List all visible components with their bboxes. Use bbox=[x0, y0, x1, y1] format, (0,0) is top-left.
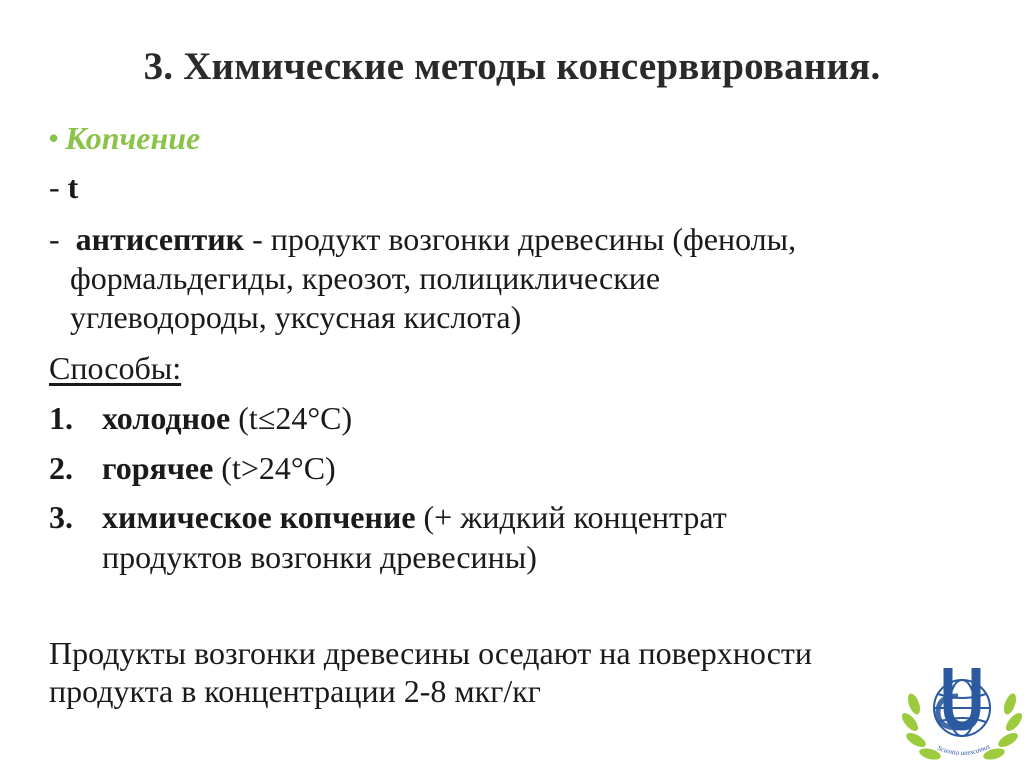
antiseptic-term: антисептик bbox=[75, 221, 245, 257]
section-heading bbox=[48, 118, 200, 158]
method-name: горячее bbox=[102, 450, 214, 486]
method-detail: (+ жидкий концентрат bbox=[415, 499, 727, 535]
method-name: химическое копчение bbox=[102, 499, 416, 535]
antiseptic-desc-3: углеводороды, уксусная кислота) bbox=[70, 299, 522, 335]
antiseptic-line bbox=[49, 219, 796, 259]
logo-motto: Scientia unescamus bbox=[936, 742, 992, 758]
slide-title: 3. Химические методы консервирования. bbox=[143, 45, 881, 88]
antiseptic-desc-1: - продукт возгонки древесины (фенолы, bbox=[244, 221, 797, 257]
method-item-chemical bbox=[102, 497, 727, 537]
conclusion-line-2: продукта в концентрации 2-8 мкг/кг bbox=[49, 673, 541, 709]
factor-t-label: t bbox=[67, 169, 79, 205]
university-logo bbox=[900, 660, 1024, 767]
method-detail: (t>24°C) bbox=[213, 450, 336, 486]
method-number: 1. bbox=[49, 400, 73, 436]
bullet-icon: • bbox=[48, 120, 60, 156]
section-heading-text: Копчение bbox=[65, 120, 201, 156]
dash: - bbox=[49, 221, 60, 257]
method-item-hot bbox=[102, 448, 336, 488]
methods-heading: Способы: bbox=[49, 350, 182, 386]
method-detail: (t≤24°C) bbox=[230, 400, 353, 436]
dash: - bbox=[49, 169, 60, 205]
method-item-cold bbox=[102, 398, 352, 438]
method-number: 2. bbox=[49, 450, 73, 486]
method-number: 3. bbox=[49, 499, 73, 535]
antiseptic-desc-2: формальдегиды, креозот, полициклические bbox=[70, 260, 661, 296]
factor-t bbox=[49, 167, 78, 207]
method-detail-cont: продуктов возгонки древесины) bbox=[102, 539, 537, 575]
conclusion-line-1: Продукты возгонки древесины оседают на поверхности bbox=[49, 635, 813, 671]
method-name: холодное bbox=[102, 400, 231, 436]
